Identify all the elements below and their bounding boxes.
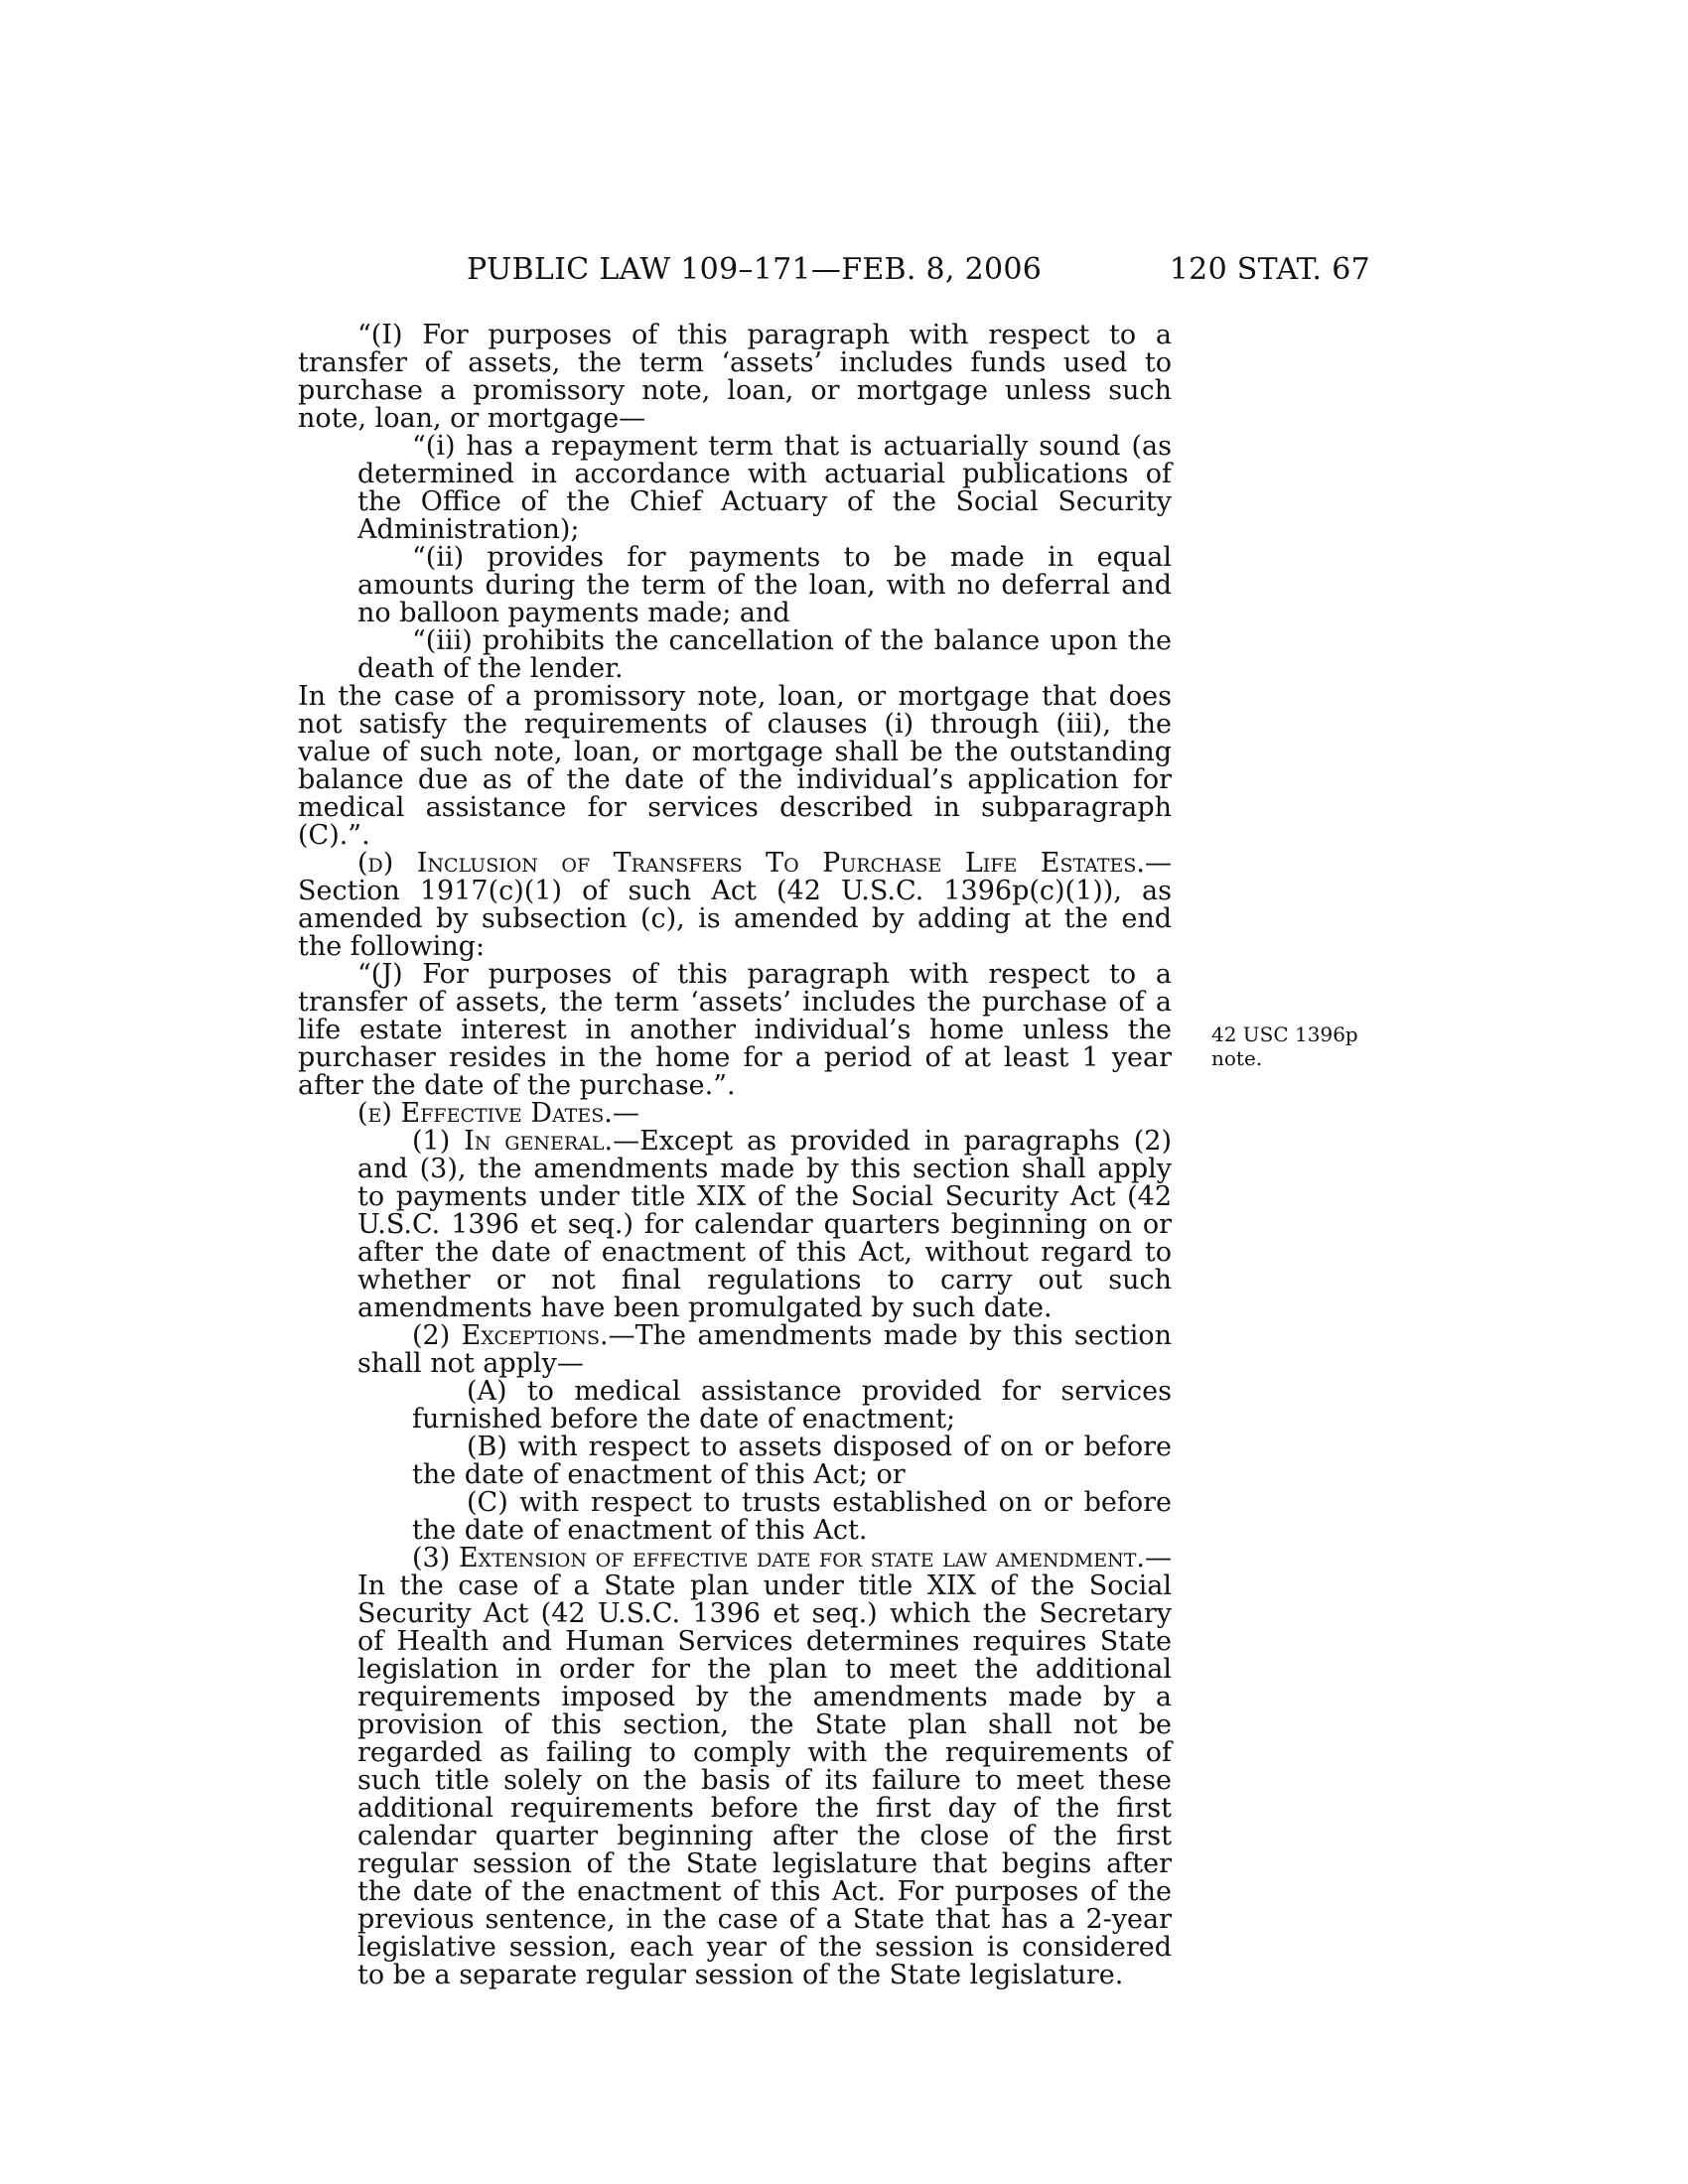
- flush-text: In the case of a promissory note, loan, or mortgage that does not satisfy the requirements of clauses (i) through (iii), the value of such note, loan, or mortgage shall be the outstanding balance due as of the date of the individual’s application for medical assistance for services described in subparagraph (C).”.: [298, 681, 1172, 851]
- subsection-e-heading-text: (e) Effective Dates.—: [357, 1098, 639, 1129]
- document-body: [298, 322, 1172, 1989]
- subparagraph-I: “(I) For purposes of this paragraph with respect to a transfer of assets, the term ‘assets’ includes funds used to purchase a promissory note, loan, or mortgage unless such note, loan, or mortgage—: [298, 320, 1172, 434]
- subsection-d-text: Section 1917(c)(1) of such Act (42 U.S.C. 1396p(c)(1)), as amended by subsection (c), is amended by adding at the end the following:: [298, 876, 1172, 962]
- subparagraph-B: (B) with respect to assets disposed of on or before the date of enactment of this Act; or: [412, 1432, 1172, 1490]
- paragraph-2-heading: (2) Exceptions.—: [412, 1320, 635, 1351]
- paragraph-2: [357, 1322, 1172, 1378]
- subsection-e-heading: [298, 1100, 1172, 1128]
- clause-i: “(i) has a repayment term that is actuarially sound (as determined in accordance with actuarial publications of the Office of the Chief Actuary of the Social Security Administration);: [357, 431, 1172, 545]
- paragraph-3-text: In the case of a State plan under title XIX of the Social Security Act (42 U.S.C. 1396 et seq.) which the Secretary of Health and Human Services determines requires State legislation in order for the plan to meet the additional requirements imposed by the amendments made by a provision of this section, the State plan shall not be regarded as failing to comply with the requirements of such title solely on the basis of its failure to meet these additional requirements before the first day of the first calendar quarter beginning after the close of the first regular session of the State legislature that begins after the date of the enactment of this Act. For purposes of the previous sentence, in the case of a State that has a 2-year legislative session, each year of the session is considered to be a separate regular session of the State legislature.: [357, 1570, 1172, 1990]
- clause-ii: “(ii) provides for payments to be made in equal amounts during the term of the loan, with no deferral and no balloon payments made; and: [357, 542, 1172, 628]
- paragraph-3: [357, 1545, 1172, 1989]
- subparagraph-A: (A) to medical assistance provided for services furnished before the date of enactment;: [412, 1376, 1172, 1434]
- margin-note: [1211, 1023, 1358, 1070]
- header-title: PUBLIC LAW 109–171—FEB. 8, 2006: [467, 252, 1043, 287]
- margin-note-citation: 42 USC 1396p: [1211, 1023, 1358, 1046]
- clause-iii: “(iii) prohibits the cancellation of the balance upon the death of the lender.: [357, 625, 1172, 684]
- paragraph-3-heading: (3) Extension of effective date for state law amendment.—: [412, 1543, 1172, 1573]
- paragraph-1-heading: (1) In general.—: [412, 1126, 640, 1157]
- paragraph-1: [357, 1128, 1172, 1322]
- subparagraph-J: “(J) For purposes of this paragraph with respect to a transfer of assets, the term ‘assets’ includes the purchase of a life estate interest in another individual’s home unless the purchaser resides in the home for a period of at least 1 year after the date of the purchase.”.: [298, 959, 1172, 1101]
- paragraph-1-text: Except as provided in paragraphs (2) and (3), the amendments made by this section shall apply to payments under title XIX of the Social Security Act (42 U.S.C. 1396 et seq.) for calendar quarters beginning on or after the date of enactment of this Act, without regard to whether or not final regulations to carry out such amendments have been promulgated by such date.: [357, 1126, 1172, 1323]
- page-header: [298, 252, 1370, 292]
- subparagraph-C: (C) with respect to trusts established on or before the date of enactment of this Act.: [412, 1487, 1172, 1546]
- subsection-d-heading: (d) Inclusion of Transfers To Purchase Life Estates.—: [357, 848, 1172, 879]
- margin-note-label: note.: [1211, 1046, 1263, 1070]
- paragraph-2-text: The amendments made by this section shall not apply—: [357, 1320, 1172, 1379]
- subsection-d: [298, 850, 1172, 961]
- page-reference: 120 STAT. 67: [1169, 252, 1370, 287]
